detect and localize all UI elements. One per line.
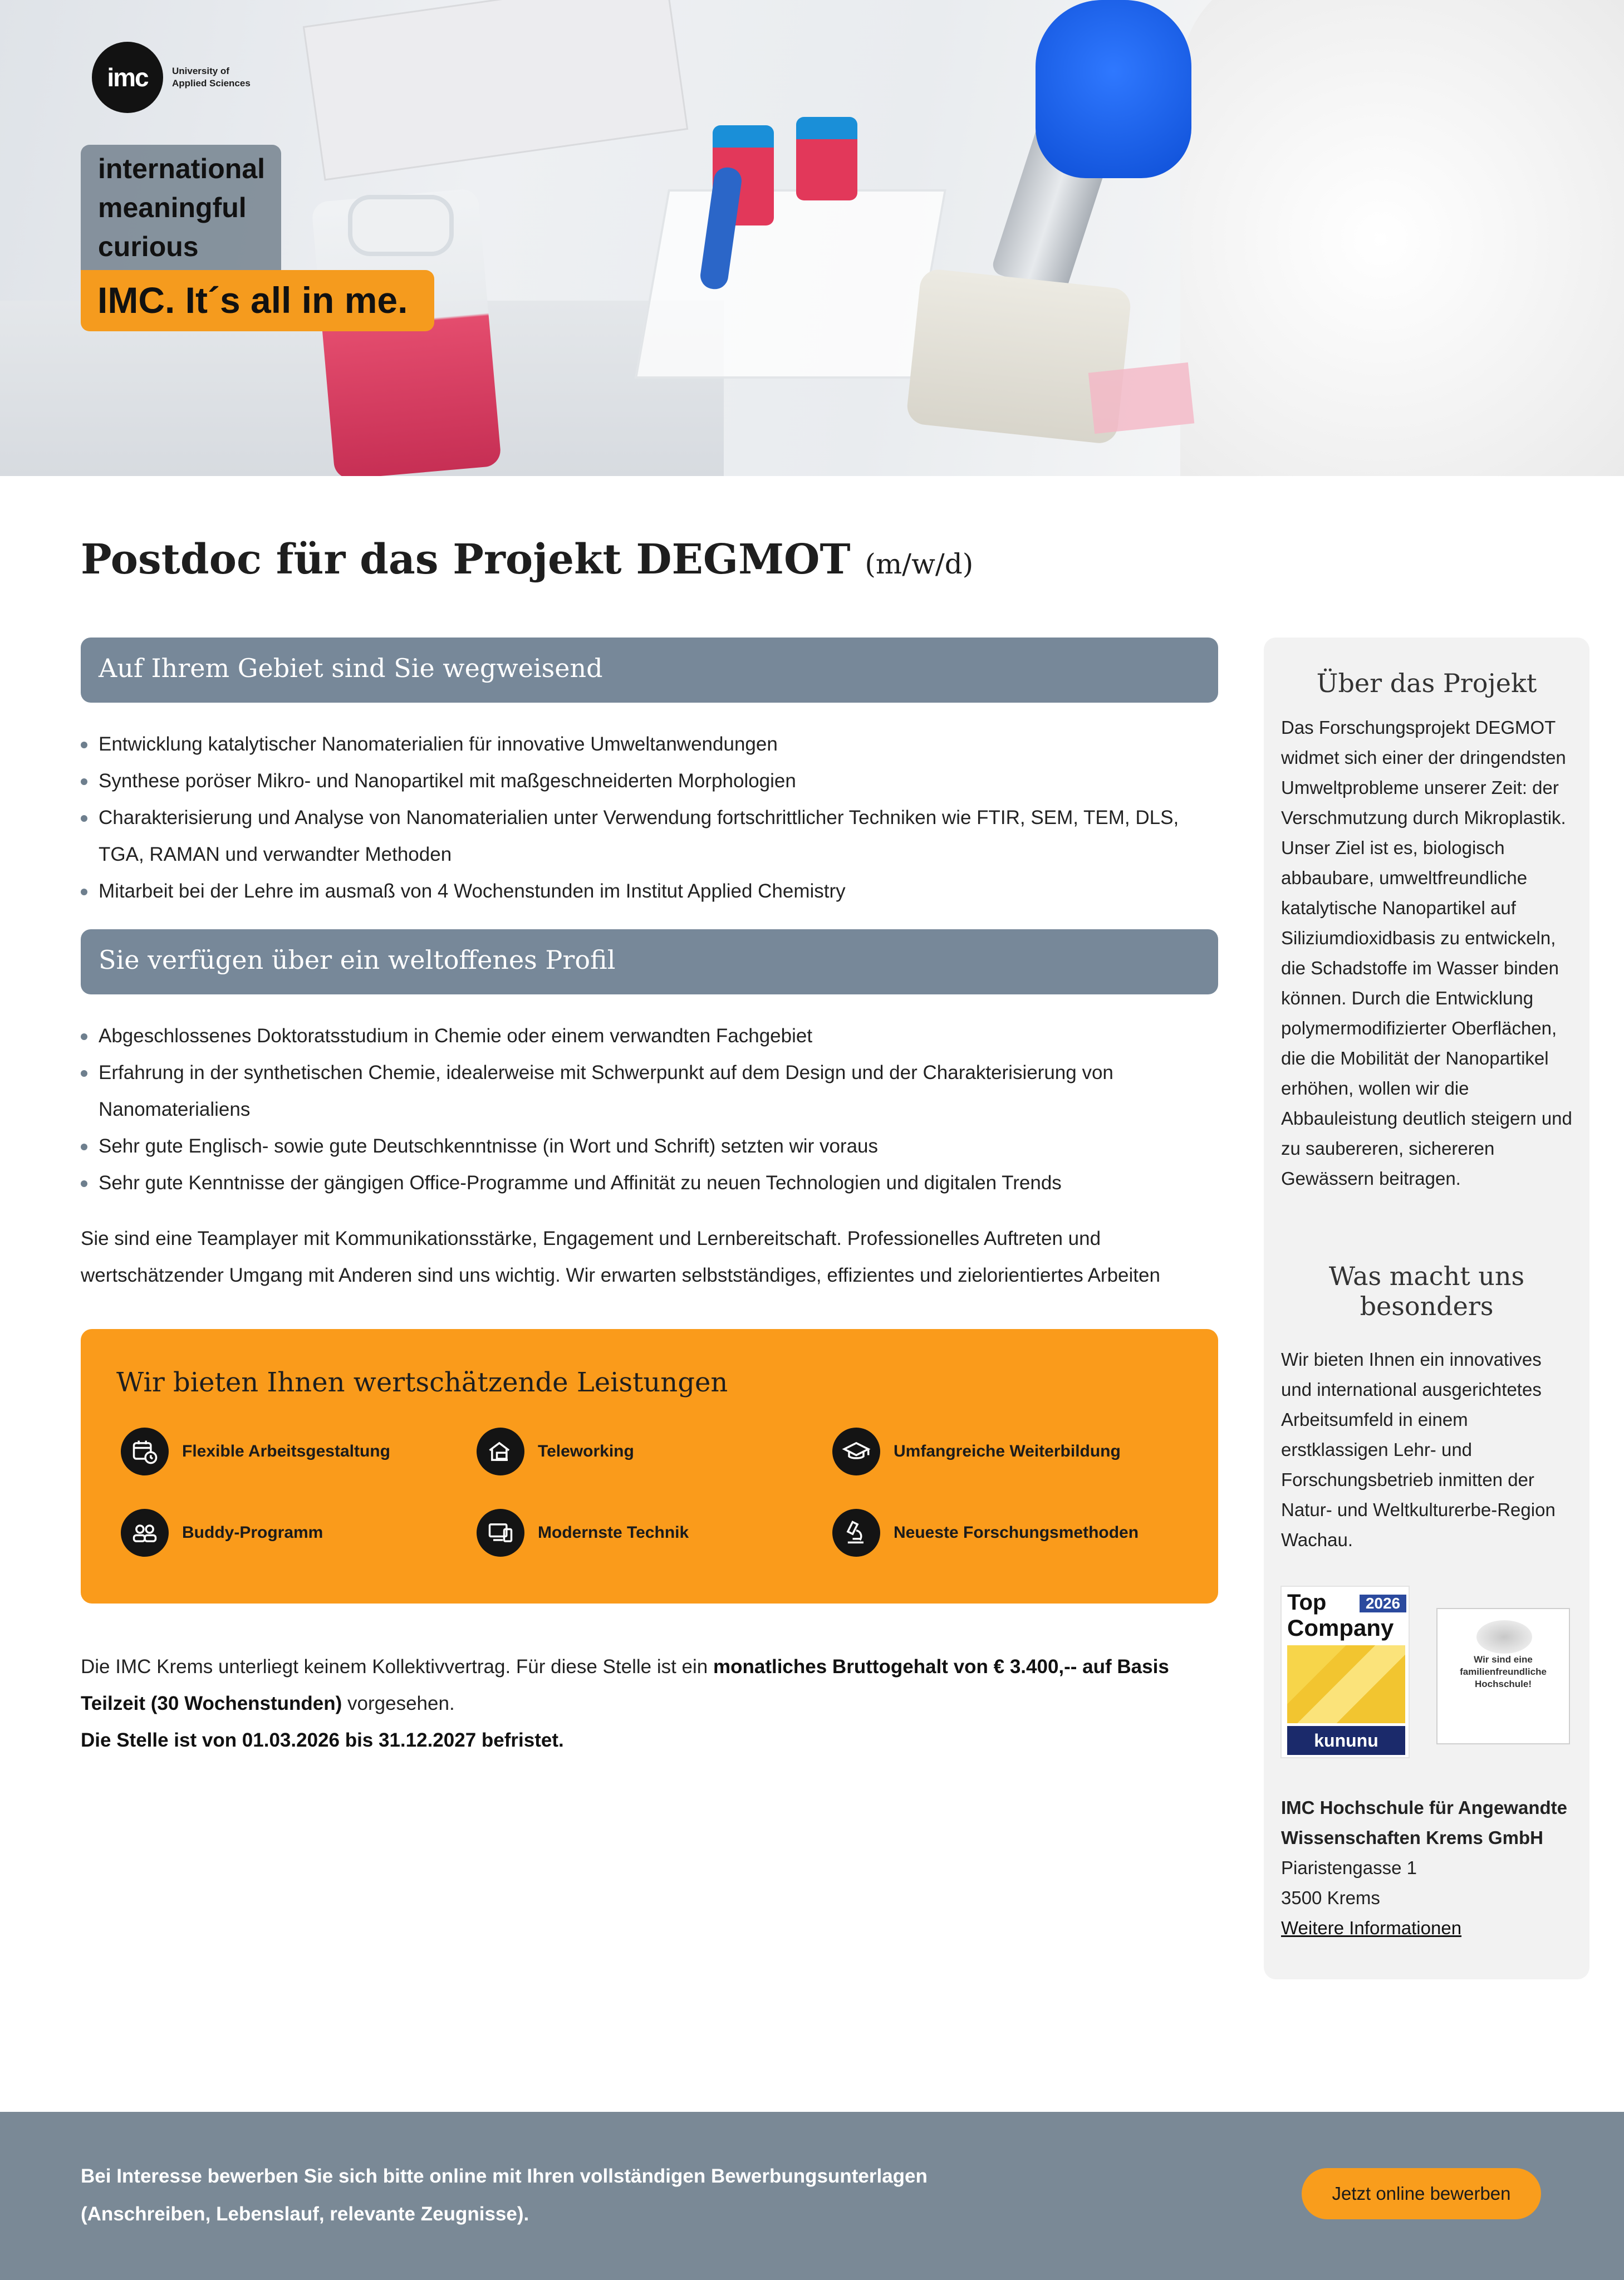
tagline-international: international bbox=[98, 153, 266, 184]
tasks-heading: Auf Ihrem Gebiet sind Sie wegweisend bbox=[81, 638, 1218, 703]
salary-text-end: vorgesehen. bbox=[342, 1693, 455, 1714]
profile-closing-text: Sie sind eine Teamplayer mit Kommunikationsstärke, Engagement und Lernbereitschaft. Professionelles Auftreten und wertschätzender Umgang mit Anderen sind uns wichtig. Wir erwarten selbstständiges, effizientes und zielorientiertes Arbeiten bbox=[81, 1228, 1160, 1286]
list-item: Mitarbeit bei der Lehre im ausmaß von 4 Wochenstunden im Institut Applied Chemistry bbox=[81, 873, 1228, 910]
logo-line-1: University of bbox=[172, 66, 229, 76]
logo-mark: imc bbox=[92, 42, 163, 113]
benefit-buddy bbox=[121, 1509, 323, 1557]
benefit-research bbox=[832, 1509, 1139, 1557]
home-laptop-icon bbox=[477, 1428, 524, 1475]
badge-top: Top bbox=[1287, 1590, 1327, 1615]
sidebar bbox=[1264, 638, 1589, 1979]
hero-flask-cap bbox=[348, 195, 454, 256]
benefit-technology bbox=[477, 1509, 689, 1557]
profile-heading: Sie verfügen über ein weltoffenes Profil bbox=[81, 929, 1218, 994]
badge-company: Company bbox=[1287, 1615, 1394, 1641]
list-item: Synthese poröser Mikro- und Nanopartikel mit maßgeschneiderten Morphologien bbox=[81, 763, 1228, 800]
microscope-icon bbox=[832, 1509, 880, 1557]
slogan: IMC. It´s all in me. bbox=[81, 270, 434, 331]
salary-text: Die IMC Krems unterliegt keinem Kollektivvertrag. Für diese Stelle ist ein bbox=[81, 1656, 713, 1678]
more-info-link[interactable]: Weitere Informationen bbox=[1281, 1918, 1462, 1938]
graduation-cap-icon bbox=[832, 1428, 880, 1475]
job-title-suffix: (m/w/d) bbox=[865, 548, 974, 580]
hero-tube bbox=[796, 117, 857, 200]
benefit-training bbox=[832, 1428, 1121, 1475]
tagline-meaningful: meaningful bbox=[98, 192, 247, 223]
special-heading: Was macht uns besonders bbox=[1328, 1261, 1525, 1321]
project-heading: Über das Projekt bbox=[1316, 668, 1537, 698]
benefit-teleworking bbox=[477, 1428, 634, 1475]
badge-graphic bbox=[1287, 1645, 1405, 1723]
list-item: Charakterisierung und Analyse von Nanomaterialien unter Verwendung fortschrittlicher Techniken wie FTIR, SEM, TEM, DLS, TGA, RAMAN und verwandter Methoden bbox=[81, 800, 1228, 873]
people-icon bbox=[121, 1509, 169, 1557]
job-title: Postdoc für das Projekt DEGMOT bbox=[81, 536, 851, 584]
company-name: IMC Hochschule für Angewandte Wissenschaften Krems GmbH bbox=[1281, 1797, 1567, 1848]
company-city: 3500 Krems bbox=[1281, 1887, 1380, 1908]
apply-instructions: Bei Interesse bewerben Sie sich bitte online mit Ihren vollständigen Bewerbungsunterlagen (Anschreiben, Lebenslauf, relevante Zeugnisse). bbox=[81, 2165, 928, 2225]
benefits-panel bbox=[81, 1329, 1218, 1604]
family-friendly-badge bbox=[1436, 1608, 1570, 1744]
logo-line-2: Applied Sciences bbox=[172, 78, 251, 89]
page-title bbox=[81, 536, 973, 584]
hero-tip-box bbox=[1088, 362, 1195, 434]
benefit-label: Buddy-Programm bbox=[182, 1523, 323, 1542]
company-street: Piaristengasse 1 bbox=[1281, 1857, 1417, 1878]
badge-year: 2026 bbox=[1360, 1595, 1406, 1612]
footer bbox=[0, 2112, 1624, 2280]
benefit-label: Flexible Arbeitsgestaltung bbox=[182, 1442, 390, 1460]
family-badge-text: Wir sind eine familienfreundliche Hochschule! bbox=[1460, 1654, 1547, 1689]
salary-info bbox=[81, 1649, 1228, 1759]
benefit-flexible-work bbox=[121, 1428, 390, 1475]
hero-lab-coat bbox=[1180, 0, 1624, 476]
tagline-curious: curious bbox=[98, 231, 199, 262]
company-contact bbox=[1281, 1793, 1576, 1943]
project-text: Das Forschungsprojekt DEGMOT widmet sich einer der dringendsten Umweltprobleme unserer Zeit: der Verschmutzung durch Mikroplastik. Unser Ziel ist es, biologisch abbaubare, umweltfreundliche katalytische Nanopartikel auf Siliziumdioxidbasis zu entwickeln, die Schadstoffe im Wasser binden können. Durch die Entwicklung polymermodifizierter Oberflächen, die die Mobilität der Nanopartikel erhöhen, wollen wir die Abbauleistung deutlich steigern und zu saubereren, sichereren Gewässern beitragen. bbox=[1281, 717, 1572, 1189]
hero-glove bbox=[1036, 0, 1191, 178]
benefits-heading: Wir bieten Ihnen wertschätzende Leistungen bbox=[116, 1367, 728, 1398]
hero-image bbox=[0, 0, 1624, 476]
kununu-top-company-badge bbox=[1280, 1586, 1410, 1758]
special-text: Wir bieten Ihnen ein innovatives und international ausgerichtetes Arbeitsumfeld in einem erstklassigen Lehr- und Forschungsbetrieb inmitten der Natur- und Weltkulturerbe-Region Wachau. bbox=[1281, 1349, 1556, 1550]
list-item: Erfahrung in der synthetischen Chemie, idealerweise mit Schwerpunkt auf dem Design und der Charakterisierung von Nanomaterialiens bbox=[81, 1055, 1228, 1128]
contract-period: Die Stelle ist von 01.03.2026 bis 31.12.2027 befristet. bbox=[81, 1729, 564, 1751]
benefit-label: Modernste Technik bbox=[538, 1523, 689, 1542]
list-item: Sehr gute Kenntnisse der gängigen Office-Programme und Affinität zu neuen Technologien und digitalen Trends bbox=[81, 1165, 1228, 1202]
logo-text bbox=[172, 65, 317, 90]
apply-online-button[interactable]: Jetzt online bewerben bbox=[1302, 2168, 1541, 2219]
benefit-label: Umfangreiche Weiterbildung bbox=[894, 1442, 1121, 1460]
calendar-clock-icon bbox=[121, 1428, 169, 1475]
list-item: Sehr gute Englisch- sowie gute Deutschkenntnisse (in Wort und Schrift) setzten wir voraus bbox=[81, 1128, 1228, 1165]
benefit-label: Neueste Forschungsmethoden bbox=[894, 1523, 1139, 1542]
list-item: Entwicklung katalytischer Nanomaterialien für innovative Umweltanwendungen bbox=[81, 726, 1228, 763]
salary-amount: monatliches Bruttogehalt von € 3.400,-- auf Basis Teilzeit (30 Wochenstunden) bbox=[81, 1656, 1169, 1714]
list-item: Abgeschlossenes Doktoratsstudium in Chemie oder einem verwandten Fachgebiet bbox=[81, 1018, 1228, 1055]
kununu-logo: kununu bbox=[1287, 1726, 1405, 1755]
eagle-emblem bbox=[1476, 1620, 1532, 1654]
tasks-list bbox=[81, 726, 1228, 910]
devices-icon bbox=[477, 1509, 524, 1557]
benefit-label: Teleworking bbox=[538, 1442, 634, 1460]
hero-bag bbox=[303, 0, 689, 181]
hero-tube-rack bbox=[635, 189, 946, 379]
profile-list bbox=[81, 1018, 1228, 1202]
